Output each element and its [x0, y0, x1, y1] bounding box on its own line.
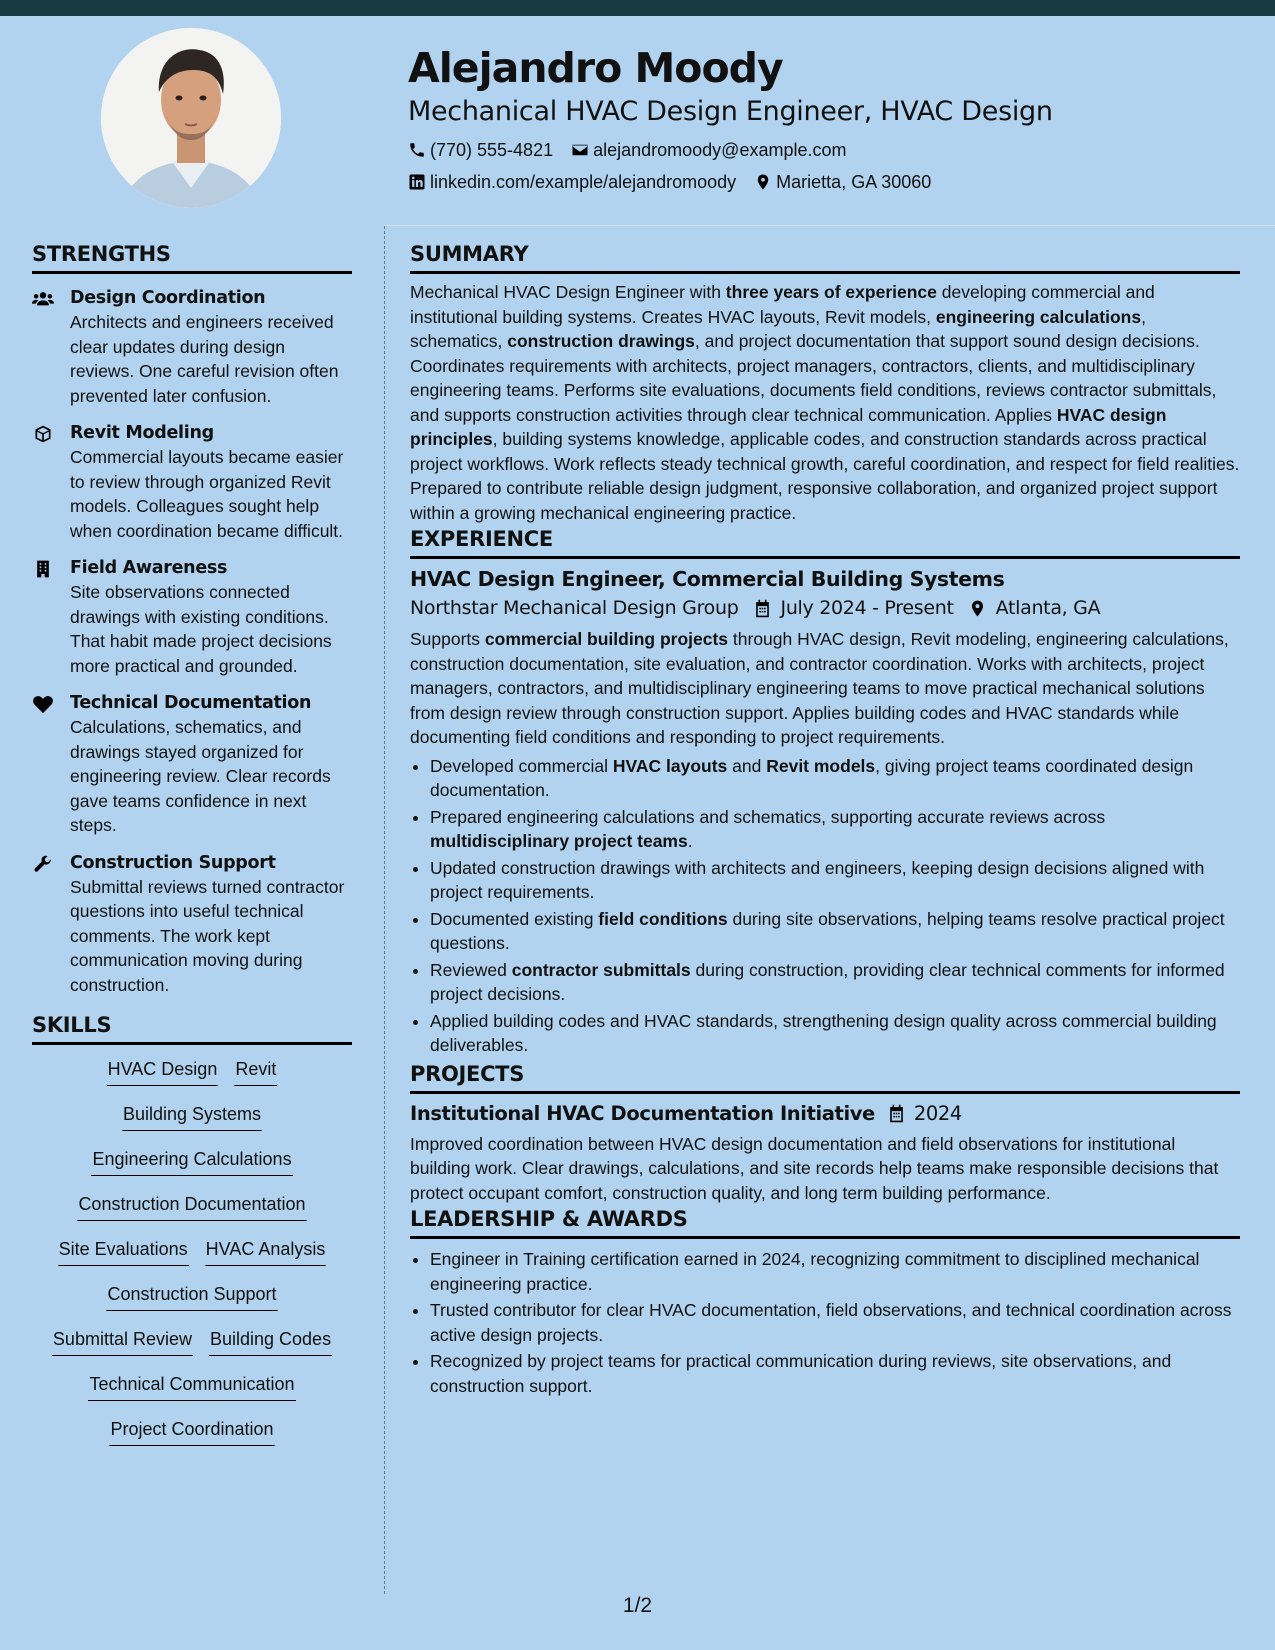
users-icon [32, 289, 54, 309]
linkedin-contact[interactable] [408, 172, 736, 193]
summary-heading: SUMMARY [410, 240, 1240, 274]
contact-row-1 [408, 134, 1238, 166]
leadership-heading: LEADERSHIP & AWARDS [410, 1205, 1240, 1239]
heart-icon [32, 694, 54, 714]
summary-text: Mechanical HVAC Design Engineer with three years of experience developing commercial and institutional building systems. Creates HVAC layouts, Revit models, engineering calculations, schematics, construction drawings, and project documentation that support sound design decisions. Coordinates requirements with architects, project managers, contractors, clients, and multidisciplinary engineering teams. Performs site evaluations, documents field conditions, reviews contractor submittals, and supports construction activities through clear technical communication. Applies HVAC design principles, building systems knowledge, applicable codes, and construction standards across practical project workflows. Work reflects steady technical growth, careful coordination, and respect for field realities. Prepared to contribute reliable design judgment, responsive collaboration, and organized project support within a growing mechanical engineering practice. [410, 282, 1240, 523]
experience-bullet: • Documented existing field conditions during site observations, helping teams resolve practical project questions. [430, 907, 1240, 956]
phone-icon [408, 141, 426, 159]
project-year: 2024 [913, 1101, 962, 1125]
location-text: Marietta, GA 30060 [776, 171, 932, 192]
strength-title: Revit Modeling [70, 423, 214, 443]
skill-tag: Project Coordination [109, 1417, 274, 1446]
map-pin-icon [968, 599, 987, 618]
company-name: Northstar Mechanical Design Group [410, 597, 739, 619]
location-contact [754, 172, 931, 193]
strength-item [32, 851, 352, 998]
skill-tag: Revit [234, 1057, 277, 1086]
project-title-row [410, 1100, 1240, 1128]
experience-bullet: • Prepared engineering calculations and schematics, supporting accurate reviews across multidisciplinary project teams. [430, 805, 1240, 854]
left-column [32, 240, 352, 1462]
cube-icon [32, 424, 54, 444]
skill-row [32, 1417, 352, 1446]
strength-description: Submittal reviews turned contractor questions into useful technical comments. The work kept communication moving during construction. [70, 876, 345, 995]
strength-title: Design Coordination [70, 288, 266, 308]
skill-row [32, 1102, 352, 1131]
experience-bullet: • Developed commercial HVAC layouts and Revit models, giving project teams coordinated design documentation. [430, 754, 1240, 803]
strength-title: Technical Documentation [70, 693, 312, 713]
skills-list [32, 1057, 352, 1446]
strength-item [32, 691, 352, 838]
map-pin-icon [754, 173, 772, 191]
job-location [968, 593, 1101, 623]
skill-tag: Submittal Review [52, 1327, 193, 1356]
job-dates [753, 593, 954, 623]
project-description: Improved coordination between HVAC design documentation and field observations for institutional building work. Clear drawings, calculations, and site records help teams make responsible decisions that protect occupant comfort, construction quality, and long term building performance. [410, 1133, 1219, 1203]
email-text: alejandromoody@example.com [593, 139, 847, 160]
phone-text: (770) 555-4821 [430, 139, 554, 160]
strength-item [32, 286, 352, 408]
skill-tag: HVAC Analysis [205, 1237, 327, 1266]
skill-tag: Construction Support [106, 1282, 277, 1311]
page-number: 1/2 [622, 1594, 653, 1617]
strengths-heading: STRENGTHS [32, 240, 352, 274]
skill-tag: Technical Communication [88, 1372, 295, 1401]
skills-heading: SKILLS [32, 1011, 352, 1045]
candidate-title: Mechanical HVAC Design Engineer, HVAC Design [408, 96, 1053, 127]
avatar-illustration [101, 28, 281, 208]
project-date [887, 1100, 962, 1128]
calendar-icon [753, 599, 772, 618]
skill-row [32, 1237, 352, 1266]
strengths-list [32, 286, 352, 997]
experience-heading: EXPERIENCE [410, 525, 1240, 559]
job-title: HVAC Design Engineer, Commercial Building Systems [410, 567, 1005, 591]
leadership-bullets [410, 1247, 1240, 1398]
experience-bullet: • Updated construction drawings with architects and engineers, keeping design decisions aligned with project requirements. [430, 856, 1240, 905]
building-icon [32, 559, 54, 579]
strength-item [32, 556, 352, 678]
skill-row [32, 1057, 352, 1086]
strength-description: Architects and engineers received clear updates during design reviews. One careful revision often prevented later confusion. [70, 312, 339, 406]
strength-title: Construction Support [70, 852, 276, 873]
header-divider [384, 225, 1275, 226]
skill-tag: Site Evaluations [58, 1237, 189, 1266]
candidate-name: Alejandro Moody [408, 44, 783, 92]
skill-row [32, 1147, 352, 1176]
experience-bullets [410, 754, 1240, 1058]
skill-row [32, 1372, 352, 1401]
experience-bullet: • Reviewed contractor submittals during construction, providing clear technical comments for informed project decisions. [430, 958, 1240, 1007]
strength-title: Field Awareness [70, 558, 228, 578]
phone-contact[interactable] [408, 140, 553, 161]
job-description: Supports commercial building projects through HVAC design, Revit modeling, engineering calculations, construction documentation, site evaluation, and contractor coordination. Works with architects, project managers, contractors, and multidisciplinary engineering teams to move practical mechanical solutions from design review through construction support. Applies building codes and HVAC standards while documenting field conditions and responding to project requirements. [410, 629, 1229, 747]
job-meta [410, 593, 1240, 623]
skill-tag: Building Codes [209, 1327, 332, 1356]
job-location-text: Atlanta, GA [995, 597, 1101, 619]
leadership-bullet: • Trusted contributor for clear HVAC documentation, field observations, and technical coordination across active design projects. [430, 1298, 1240, 1347]
project-title: Institutional HVAC Documentation Initiative [410, 1101, 875, 1125]
strength-description: Calculations, schematics, and drawings stayed organized for engineering review. Clear records gave teams confidence in next steps. [70, 717, 331, 835]
skill-tag: Building Systems [122, 1102, 262, 1131]
calendar-icon [887, 1104, 906, 1123]
linkedin-icon [408, 173, 426, 191]
skill-tag: Construction Documentation [77, 1192, 306, 1221]
skill-row [32, 1327, 352, 1356]
job-dates-text: July 2024 - Present [780, 597, 954, 619]
profile-photo [101, 28, 281, 208]
skill-row [32, 1192, 352, 1221]
resume-header [408, 42, 1238, 198]
leadership-bullet: • Engineer in Training certification earned in 2024, recognizing commitment to disciplined mechanical engineering practice. [430, 1247, 1240, 1296]
linkedin-text: linkedin.com/example/alejandromoody [430, 171, 737, 192]
skill-tag: HVAC Design [107, 1057, 219, 1086]
top-bar [0, 0, 1275, 16]
experience-bullet: • Applied building codes and HVAC standards, strengthening design quality across commercial building deliverables. [430, 1009, 1240, 1058]
skill-tag: Engineering Calculations [91, 1147, 292, 1176]
wrench-icon [32, 854, 54, 874]
strength-item [32, 421, 352, 543]
skill-row [32, 1282, 352, 1311]
right-column [410, 240, 1240, 1400]
contact-row-2 [408, 166, 1238, 198]
leadership-bullet: • Recognized by project teams for practical communication during reviews, site observations, and construction support. [430, 1349, 1240, 1398]
strength-description: Commercial layouts became easier to review through organized Revit models. Colleagues sought help when coordination became difficult. [70, 447, 344, 541]
column-divider [384, 226, 385, 1594]
email-contact[interactable] [571, 140, 846, 161]
projects-heading: PROJECTS [410, 1060, 1240, 1094]
strength-description: Site observations connected drawings with existing conditions. That habit made project decisions more practical and grounded. [70, 582, 332, 676]
envelope-icon [571, 141, 589, 159]
